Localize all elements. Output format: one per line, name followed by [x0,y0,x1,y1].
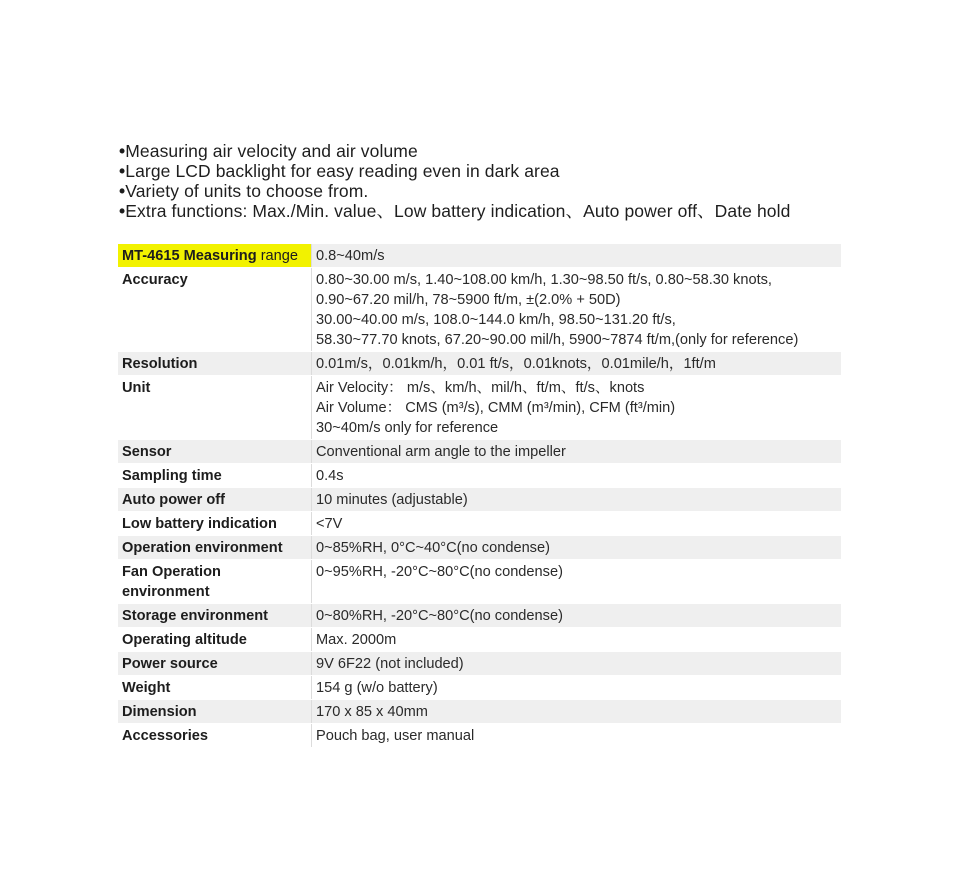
spec-value-line: 58.30~77.70 knots, 67.20~90.00 mil/h, 5900~7874 ft/m,(only for reference) [316,331,799,348]
spec-value-line: <7V [316,515,343,532]
spec-value-line: 0.4s [316,467,344,484]
feature-item: •Large LCD backlight for easy reading even in dark area [119,161,560,181]
spec-label: Sensor [118,440,312,464]
feature-item: •Measuring air velocity and air volume [119,141,418,161]
spec-value-line: 0~85%RH, 0°C~40°C(no condense) [316,539,550,556]
spec-label: Low battery indication [118,512,312,536]
spec-value-line: 170 x 85 x 40mm [316,703,428,720]
spec-label: Unit [118,376,312,440]
spec-row [118,676,841,700]
spec-value-line: 30.00~40.00 m/s, 108.0~144.0 km/h, 98.50~131.20 ft/s, [316,311,676,328]
spec-row [118,464,841,488]
spec-value [312,268,842,352]
spec-row [118,352,841,376]
spec-row [118,376,841,440]
spec-value-line: 0~80%RH, -20°C~80°C(no condense) [316,607,563,624]
spec-value-line: Air Velocity： m/s、km/h、mil/h、ft/m、ft/s、knots [316,379,645,396]
bullet: • [119,141,126,161]
bullet: • [119,161,126,181]
spec-value-line: Air Volume： CMS (m³/s), CMM (m³/min), CFM (ft³/min) [316,399,676,416]
spec-label: Auto power off [118,488,312,512]
spec-label: Power source [118,652,312,676]
spec-label: Accuracy [118,268,312,352]
spec-label-line: Fan Operation [122,563,221,580]
spec-label: Dimension [118,700,312,724]
spec-label: Storage environment [118,604,312,628]
spec-row [118,724,841,748]
spec-value-line: Pouch bag, user manual [316,727,475,744]
spec-label: MT-4615 Measuring range [118,244,312,268]
bullet: • [119,181,126,201]
spec-row [118,488,841,512]
spec-value [312,512,842,536]
spec-header-row [118,244,841,268]
spec-value [312,676,842,700]
spec-value [312,536,842,560]
spec-table [118,244,841,748]
spec-label: Weight [118,676,312,700]
spec-value-line: 9V 6F22 (not included) [316,655,464,672]
spec-value [312,652,842,676]
spec-label: Operating altitude [118,628,312,652]
spec-label: Operation environment [118,536,312,560]
feature-item: •Variety of units to choose from. [119,181,369,201]
spec-value [312,376,842,440]
spec-row [118,440,841,464]
spec-value-line: 154 g (w/o battery) [316,679,438,696]
feature-list [119,141,879,221]
spec-row [118,536,841,560]
spec-value-line: 0~95%RH, -20°C~80°C(no condense) [316,563,563,580]
bullet: • [119,201,126,221]
spec-row [118,268,841,352]
spec-label-line: environment [122,583,210,600]
spec-value-line: 0.80~30.00 m/s, 1.40~108.00 km/h, 1.30~98.50 ft/s, 0.80~58.30 knots, [316,271,772,288]
spec-row [118,700,841,724]
spec-value: 0.8~40m/s [312,244,842,268]
spec-row [118,560,841,604]
spec-row [118,512,841,536]
spec-value [312,352,842,376]
spec-value [312,700,842,724]
spec-label: Sampling time [118,464,312,488]
feature-item: •Extra functions: Max./Min. value、Low battery indication、Auto power off、Date hold [119,201,791,221]
spec-value-line: Max. 2000m [316,631,397,648]
spec-row [118,652,841,676]
spec-value-line: 0.90~67.20 mil/h, 78~5900 ft/m, ±(2.0% + 50D) [316,291,621,308]
spec-label: Accessories [118,724,312,748]
spec-value [312,440,842,464]
spec-value-line: 30~40m/s only for reference [316,419,499,436]
spec-value [312,628,842,652]
spec-value-line: 10 minutes (adjustable) [316,491,468,508]
spec-label [118,560,312,604]
spec-value-line: Conventional arm angle to the impeller [316,443,566,460]
spec-value [312,724,842,748]
spec-value [312,488,842,512]
spec-value [312,560,842,604]
spec-value-line: 0.01m/s，0.01km/h，0.01 ft/s，0.01knots，0.01mile/h，1ft/m [316,355,716,372]
spec-value [312,464,842,488]
spec-value [312,604,842,628]
spec-row [118,604,841,628]
spec-row [118,628,841,652]
spec-label: Resolution [118,352,312,376]
